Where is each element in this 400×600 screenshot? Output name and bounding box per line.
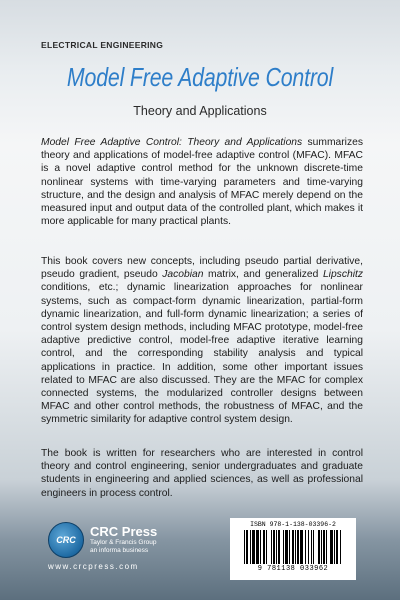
barcode-digits: 9 781138 033962 [257,565,329,573]
publisher-block [48,522,157,558]
publisher-name: CRC Press [90,524,158,539]
paragraph-3-text: The book is written for researchers who are interested in control theory and control engineering, senior undergraduates and graduate students in engineering and applied sciences, as well as professional engineers in process control. [41,448,363,499]
paragraph-1-text: summarizes theory and applications of model-free adaptive control (MFAC). MFAC is a novel adaptive control method for the unknown discrete-time nonlinear systems with time-varying parameters and time-varying structure, and the design and analysis of MFAC merely depend on the measured input and output data of the controlled plant, which makes it more applicable for many practical plants. [41,137,363,228]
description-paragraph-3 [41,447,363,500]
description-paragraph-1 [41,136,363,228]
isbn-text: ISBN 978-1-138-03396-2 [250,521,336,528]
barcode [230,518,356,580]
book-title-italic: Model Free Adaptive Control: Theory and Applications [41,137,303,148]
category-label: ELECTRICAL ENGINEERING [41,40,164,50]
description-paragraph-2 [41,255,363,427]
paragraph-2-text-b: matrix, and generalized [203,269,323,281]
publisher-website: www.crcpress.com [48,562,139,571]
paragraph-2-text-c: conditions, etc.; dynamic linearization approaches for nonlinear systems, such as compact-form dynamic linearization, partial-form dynamic linearization, and full-form dynamic linearization; a series of control system design methods, including MFAC prototype, model-free adaptive predictive control, model-free adaptive iterative learning control, and the corresponding stability analysis and typical applications in practice. In addition, some other important issues related to MFAC are also discussed. They are the MFAC for complex connected systems, the modularized controller designs between MFAC and other control methods, the robustness of MFAC, and the symmetric similarity for adaptive control system design. [41,282,363,426]
publisher-tagline: an informa business [90,547,149,554]
book-subtitle: Theory and Applications [133,104,267,118]
jacobian-italic: Jacobian [162,269,204,281]
book-title: Model Free Adaptive Control [66,62,334,92]
paragraph-2-text-a: This book covers new concepts, including pseudo partial derivative, pseudo gradient, pseudo [41,256,363,281]
barcode-bars-icon [235,530,351,564]
crc-logo-icon: CRC [48,522,84,558]
publisher-group: Taylor & Francis Group [90,539,157,546]
publisher-text [90,525,157,555]
lipschitz-italic: Lipschitz [322,269,363,281]
